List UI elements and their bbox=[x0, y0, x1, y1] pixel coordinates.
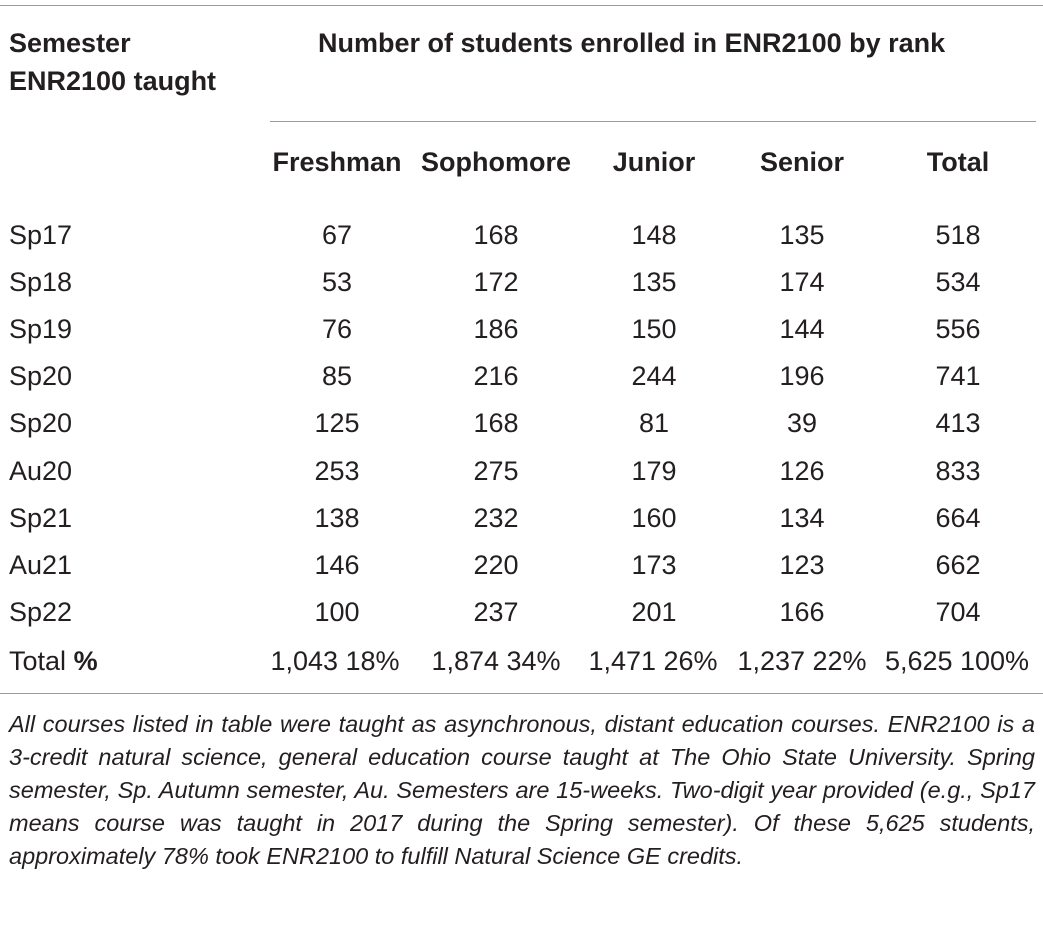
semester-cell: Sp18 bbox=[9, 267, 73, 298]
junior-cell: 135 bbox=[631, 267, 677, 298]
table-row bbox=[0, 499, 1043, 546]
senior-cell: 166 bbox=[779, 596, 825, 627]
column-header-junior: Junior bbox=[612, 147, 696, 177]
total-cell-total: 5,625 100% bbox=[884, 646, 1030, 676]
senior-cell: 39 bbox=[786, 408, 818, 439]
semester-cell: Au21 bbox=[9, 549, 73, 580]
sophomore-cell: 220 bbox=[473, 549, 519, 580]
enrollment-span-header: Number of students enrolled in ENR2100 by rank bbox=[318, 28, 946, 58]
total-cell: 741 bbox=[935, 361, 981, 392]
semester-header-line2: ENR2100 taught bbox=[9, 66, 217, 96]
semester-cell: Sp22 bbox=[9, 596, 73, 627]
table-footnote: All courses listed in table were taught as asynchronous, distant education courses. ENR2100 is a 3-credit natural science, general education course taught at The Ohio State University. Spring semester, Sp. Autumn semester, Au. Semesters are 15-weeks. Two-digit year provided (e.g., Sp17 means course was taught in 2017 during the Spring semester). Of these 5,625 students, approximately 78% took ENR2100 to fulfill Natural Science GE credits. bbox=[9, 711, 1035, 869]
total-cell-sophomore: 1,874 34% bbox=[431, 646, 561, 676]
semester-cell: Sp20 bbox=[9, 408, 73, 439]
semester-column-header bbox=[9, 24, 216, 100]
total-row-label bbox=[9, 642, 98, 680]
semester-cell: Sp20 bbox=[9, 361, 73, 392]
freshman-cell: 138 bbox=[314, 502, 360, 533]
freshman-cell: 67 bbox=[321, 220, 353, 250]
semester-cell: Sp17 bbox=[9, 220, 73, 250]
column-header-freshman: Freshman bbox=[272, 147, 402, 177]
sophomore-cell: 237 bbox=[473, 596, 519, 627]
table-row bbox=[0, 357, 1043, 404]
table-row bbox=[0, 452, 1043, 499]
sophomore-cell: 168 bbox=[473, 220, 519, 250]
total-cell: 704 bbox=[935, 596, 981, 627]
sophomore-cell: 275 bbox=[473, 455, 519, 486]
total-cell: 662 bbox=[935, 549, 981, 580]
table-row bbox=[0, 546, 1043, 593]
total-cell-junior: 1,471 26% bbox=[588, 646, 718, 676]
junior-cell: 148 bbox=[631, 220, 677, 250]
freshman-cell: 146 bbox=[314, 549, 360, 580]
total-cell: 556 bbox=[935, 314, 981, 345]
junior-cell: 173 bbox=[631, 549, 677, 580]
table-row bbox=[0, 216, 1043, 263]
total-cell: 518 bbox=[935, 220, 981, 250]
column-header-total: Total bbox=[926, 147, 990, 177]
total-cell: 664 bbox=[935, 502, 981, 533]
junior-cell: 81 bbox=[638, 408, 670, 439]
sophomore-cell: 168 bbox=[473, 408, 519, 439]
sophomore-cell: 172 bbox=[473, 267, 519, 298]
senior-cell: 144 bbox=[779, 314, 825, 345]
junior-cell: 201 bbox=[631, 596, 677, 627]
table-row bbox=[0, 310, 1043, 357]
senior-cell: 123 bbox=[779, 549, 825, 580]
freshman-cell: 76 bbox=[321, 314, 353, 345]
freshman-cell: 100 bbox=[314, 596, 360, 627]
junior-cell: 244 bbox=[631, 361, 677, 392]
total-label-percent: % bbox=[73, 646, 98, 676]
span-header-rule bbox=[270, 121, 1036, 122]
table-row bbox=[0, 404, 1043, 451]
total-cell-senior: 1,237 22% bbox=[737, 646, 867, 676]
freshman-cell: 253 bbox=[314, 455, 360, 486]
senior-cell: 126 bbox=[779, 455, 825, 486]
semester-cell: Sp19 bbox=[9, 314, 73, 345]
freshman-cell: 125 bbox=[314, 408, 360, 439]
total-cell-freshman: 1,043 18% bbox=[270, 646, 400, 676]
semester-cell: Au20 bbox=[9, 455, 73, 486]
table-row bbox=[0, 263, 1043, 310]
sophomore-cell: 186 bbox=[473, 314, 519, 345]
table-row bbox=[0, 593, 1043, 640]
total-cell: 833 bbox=[935, 455, 981, 486]
total-cell: 534 bbox=[935, 267, 981, 298]
total-row bbox=[0, 642, 1043, 689]
junior-cell: 179 bbox=[631, 455, 677, 486]
junior-cell: 150 bbox=[631, 314, 677, 345]
total-cell: 413 bbox=[935, 408, 981, 439]
table-top-rule bbox=[0, 5, 1043, 6]
column-header-senior: Senior bbox=[759, 147, 845, 177]
senior-cell: 174 bbox=[779, 267, 825, 298]
total-label-text: Total bbox=[9, 646, 67, 676]
junior-cell: 160 bbox=[631, 502, 677, 533]
sophomore-cell: 216 bbox=[473, 361, 519, 392]
column-header-sophomore: Sophomore bbox=[420, 147, 572, 177]
senior-cell: 134 bbox=[779, 502, 825, 533]
freshman-cell: 53 bbox=[321, 267, 353, 298]
sophomore-cell: 232 bbox=[473, 502, 519, 533]
semester-header-line1: Semester bbox=[9, 28, 131, 58]
table-bottom-rule bbox=[0, 693, 1043, 694]
semester-cell: Sp21 bbox=[9, 502, 73, 533]
senior-cell: 196 bbox=[779, 361, 825, 392]
senior-cell: 135 bbox=[779, 220, 825, 250]
freshman-cell: 85 bbox=[321, 361, 353, 392]
